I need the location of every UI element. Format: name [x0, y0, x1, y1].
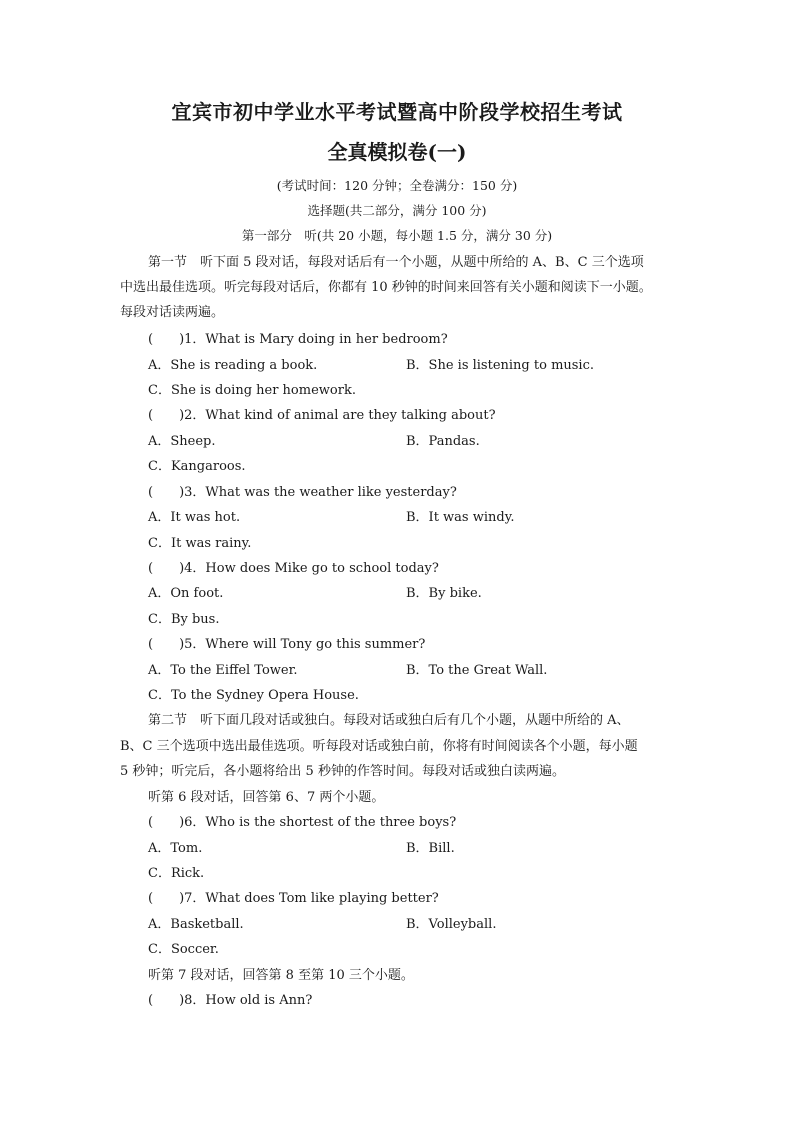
q5-option-a: A．To the Eiffel Tower. [148, 663, 298, 678]
question-7: ( )7．What does Tom like playing better? [148, 891, 439, 906]
q7-option-c: C．Soccer. [148, 942, 219, 957]
q4-option-b: B．By bike. [406, 586, 482, 601]
q7-option-b: B．Volleyball. [406, 917, 497, 932]
section-title: 选择题(共二部分，满分 100 分) [307, 203, 487, 218]
section2-intro-line: B、C 三个选项中选出最佳选项。听每段对话或独白前，你将有时间阅读各个小题，每小题 [120, 739, 638, 754]
q6-option-b: B．Bill. [406, 841, 455, 856]
section1-intro-line: 每段对话读两遍。 [120, 305, 225, 320]
dialog6-note: 听第 6 段对话，回答第 6、7 两个小题。 [148, 790, 385, 805]
q6-option-c: C．Rick. [148, 866, 205, 881]
page-subtitle: 全真模拟卷(一) [327, 140, 467, 164]
q2-option-a: A．Sheep. [148, 434, 216, 449]
section1-intro-line: 第一节 听下面 5 段对话，每段对话后有一个小题，从题中所给的 A、B、C 三个选项 [148, 255, 644, 270]
q2-option-c: C．Kangaroos. [148, 459, 246, 474]
question-5: ( )5．Where will Tony go this summer? [148, 637, 426, 652]
q5-option-c: C．To the Sydney Opera House. [148, 688, 359, 703]
q3-option-a: A．It was hot. [148, 510, 241, 525]
section2-intro-line: 5 秒钟；听完后，各小题将给出 5 秒钟的作答时间。每段对话或独白读两遍。 [120, 764, 565, 779]
q7-option-a: A．Basketball. [148, 917, 244, 932]
question-2: ( )2．What kind of animal are they talking about? [148, 408, 496, 423]
q5-option-b: B．To the Great Wall. [406, 663, 548, 678]
question-3: ( )3．What was the weather like yesterday? [148, 485, 457, 500]
exam-info: (考试时间：120 分钟；全卷满分：150 分) [276, 178, 518, 193]
section1-intro-line: 中选出最佳选项。听完每段对话后，你都有 10 秒钟的时间来回答有关小题和阅读下一小题。 [120, 280, 652, 295]
question-8: ( )8．How old is Ann? [148, 993, 313, 1008]
section2-intro-line: 第二节 听下面几段对话或独白。每段对话或独白后有几个小题，从题中所给的 A、 [148, 713, 630, 728]
q1-option-a: A．She is reading a book. [148, 358, 318, 373]
question-4: ( )4．How does Mike go to school today? [148, 561, 439, 576]
q6-option-a: A．Tom. [148, 841, 203, 856]
part-title: 第一部分 听(共 20 小题，每小题 1.5 分，满分 30 分) [241, 228, 553, 243]
q1-option-c: C．She is doing her homework. [148, 383, 356, 398]
q4-option-a: A．On foot. [148, 586, 224, 601]
question-1: ( )1．What is Mary doing in her bedroom? [148, 332, 448, 347]
page-title: 宜宾市初中学业水平考试暨高中阶段学校招生考试 [171, 100, 623, 124]
q4-option-c: C．By bus. [148, 612, 220, 627]
dialog7-note: 听第 7 段对话，回答第 8 至第 10 三个小题。 [148, 968, 414, 983]
question-6: ( )6．Who is the shortest of the three boys? [148, 815, 457, 830]
q1-option-b: B．She is listening to music. [406, 358, 595, 373]
q3-option-c: C．It was rainy. [148, 536, 252, 551]
q3-option-b: B．It was windy. [406, 510, 515, 525]
q2-option-b: B．Pandas. [406, 434, 480, 449]
